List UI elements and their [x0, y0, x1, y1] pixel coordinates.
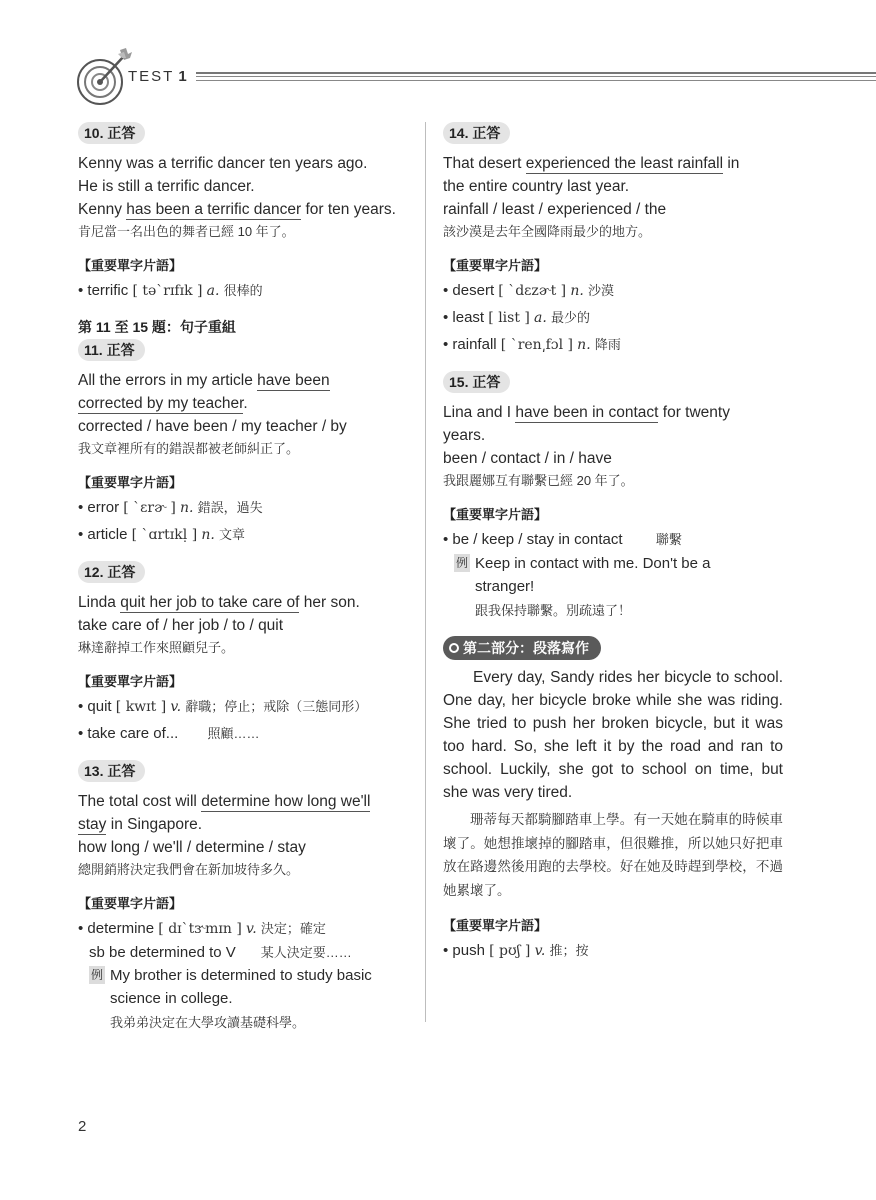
- answer-10: [78, 120, 413, 303]
- header-rule: [196, 72, 876, 81]
- test-number: 1: [178, 68, 187, 85]
- answer-12: [78, 559, 413, 746]
- test-title: TEST 1: [128, 68, 187, 85]
- answer-text: Linda quit her job to take care of her son. take care of / her job / to / quit: [78, 591, 413, 637]
- answer-text: The total cost will determine how long we'll stay in Singapore. how long / we'll / determine / stay: [78, 790, 413, 859]
- answer-badge: 10. 正答: [78, 122, 145, 144]
- vocab-item: • be / keep / stay in contact 聯繫: [443, 531, 682, 548]
- answer-badge: 12. 正答: [78, 561, 145, 583]
- word-list: been / contact / in / have: [443, 450, 612, 467]
- answer-15: [443, 369, 783, 622]
- vocab-sub-phrase: sb be determined to V 某人決定要……: [89, 944, 352, 961]
- page-header: [76, 44, 876, 108]
- vocab-item: • take care of... 照顧……: [78, 725, 260, 742]
- example-icon: 例: [455, 556, 468, 570]
- vocab-header: 【重要單字片語】: [78, 475, 183, 490]
- vocab-header: 【重要單字片語】: [443, 258, 548, 273]
- target-arrow-icon: [76, 44, 136, 108]
- answer-13: [78, 758, 413, 1034]
- part-two: [443, 622, 783, 963]
- example-sentence: 例 My brother is determined to study basic science in college.: [90, 967, 372, 1007]
- vocab-item: • terrific [ tə`rɪfɪk ] a. 很棒的: [78, 282, 263, 299]
- left-column: [78, 120, 413, 1034]
- answer-badge: 14. 正答: [443, 122, 510, 144]
- example-sentence: 例 Keep in contact with me. Don't be a stranger!: [455, 555, 711, 595]
- vocab-item: • push [ pʊʃ ] v. 推；按: [443, 942, 589, 959]
- word-list: how long / we'll / determine / stay: [78, 839, 306, 856]
- answer-badge: 11. 正答: [78, 339, 145, 361]
- example-translation: 跟我保持聯繫。別疏遠了！: [475, 603, 632, 618]
- vocab-item: • rainfall [ `ren͵fɔl ] n. 降雨: [443, 336, 621, 353]
- vocab-item: • determine [ dɪ`tɝmɪn ] v. 決定；確定: [78, 920, 326, 937]
- answer-underline: has been a terrific dancer: [126, 201, 302, 218]
- vocab-header: 【重要單字片語】: [78, 258, 183, 273]
- answer-14: [443, 120, 783, 357]
- example-translation: 我弟弟決定在大學攻讀基礎科學。: [110, 1015, 306, 1030]
- translation: 琳達辭掉工作來照顧兒子。: [78, 640, 235, 655]
- answer-11: [78, 337, 413, 547]
- section-title: 第 11 至 15 題：句子重組: [78, 319, 236, 335]
- answer-text: Lina and I have been in contact for twenty years. been / contact / in / have: [443, 401, 783, 470]
- word-list: take care of / her job / to / quit: [78, 617, 284, 634]
- vocab-item: • desert [ `dɛzɚt ] n. 沙漠: [443, 282, 614, 299]
- word-list: rainfall / least / experienced / the: [443, 201, 667, 218]
- column-divider: [425, 122, 426, 1022]
- answer-badge: 15. 正答: [443, 371, 510, 393]
- essay-translation: 珊蒂每天都騎腳踏車上學。有一天她在騎車的時候車壞了。她想推壞掉的腳踏車，但很難推，所以她只好把車放在路邊然後用跑的去學校。好在她及時趕到學校，不過她累壞了。: [443, 812, 783, 898]
- answer-badge: 13. 正答: [78, 760, 145, 782]
- answer-text: All the errors in my article have been corrected by my teacher. corrected / have been / my teacher / by: [78, 369, 413, 438]
- vocab-header: 【重要單字片語】: [443, 507, 548, 522]
- vocab-header: 【重要單字片語】: [78, 674, 183, 689]
- answer-text: That desert experienced the least rainfall in the entire country last year. rainfall / least / experienced / the: [443, 152, 783, 221]
- translation: 我文章裡所有的錯誤都被老師糾正了。: [78, 441, 300, 456]
- page-number: 2: [78, 1118, 87, 1135]
- essay-text: Every day, Sandy rides her bicycle to school. One day, her bicycle broke while she was riding. She tried to push her broken bicycle, but it was too hard. So, she left it by the road and ran to school. Luckily, she got to school on time, but she was very tired.: [443, 669, 783, 801]
- vocab-item: • quit [ kwɪt ] v. 辭職；停止；戒除（三態同形）: [78, 698, 368, 715]
- bullet-circle-icon: [449, 643, 459, 653]
- translation: 總開銷將決定我們會在新加坡待多久。: [78, 862, 300, 877]
- vocab-item: • article [ `ɑrtɪkḷ ] n. 文章: [78, 526, 245, 543]
- example-icon: 例: [90, 968, 103, 982]
- vocab-item: • least [ list ] a. 最少的: [443, 309, 591, 326]
- vocab-item: • error [ `ɛrɚ ] n. 錯誤，過失: [78, 499, 263, 516]
- translation: 肯尼當一名出色的舞者已經 10 年了。: [78, 224, 295, 239]
- answer-text: Kenny was a terrific dancer ten years ago. He is still a terrific dancer. Kenny has been a terrific dancer for ten years.: [78, 155, 396, 218]
- right-column: [443, 120, 783, 963]
- vocab-header: 【重要單字片語】: [443, 918, 548, 933]
- part-badge: 第二部分：段落寫作: [443, 636, 601, 660]
- translation: 我跟麗娜互有聯繫已經 20 年了。: [443, 473, 634, 488]
- translation: 該沙漠是去年全國降雨最少的地方。: [443, 224, 652, 239]
- vocab-header: 【重要單字片語】: [78, 896, 183, 911]
- word-list: corrected / have been / my teacher / by: [78, 418, 347, 435]
